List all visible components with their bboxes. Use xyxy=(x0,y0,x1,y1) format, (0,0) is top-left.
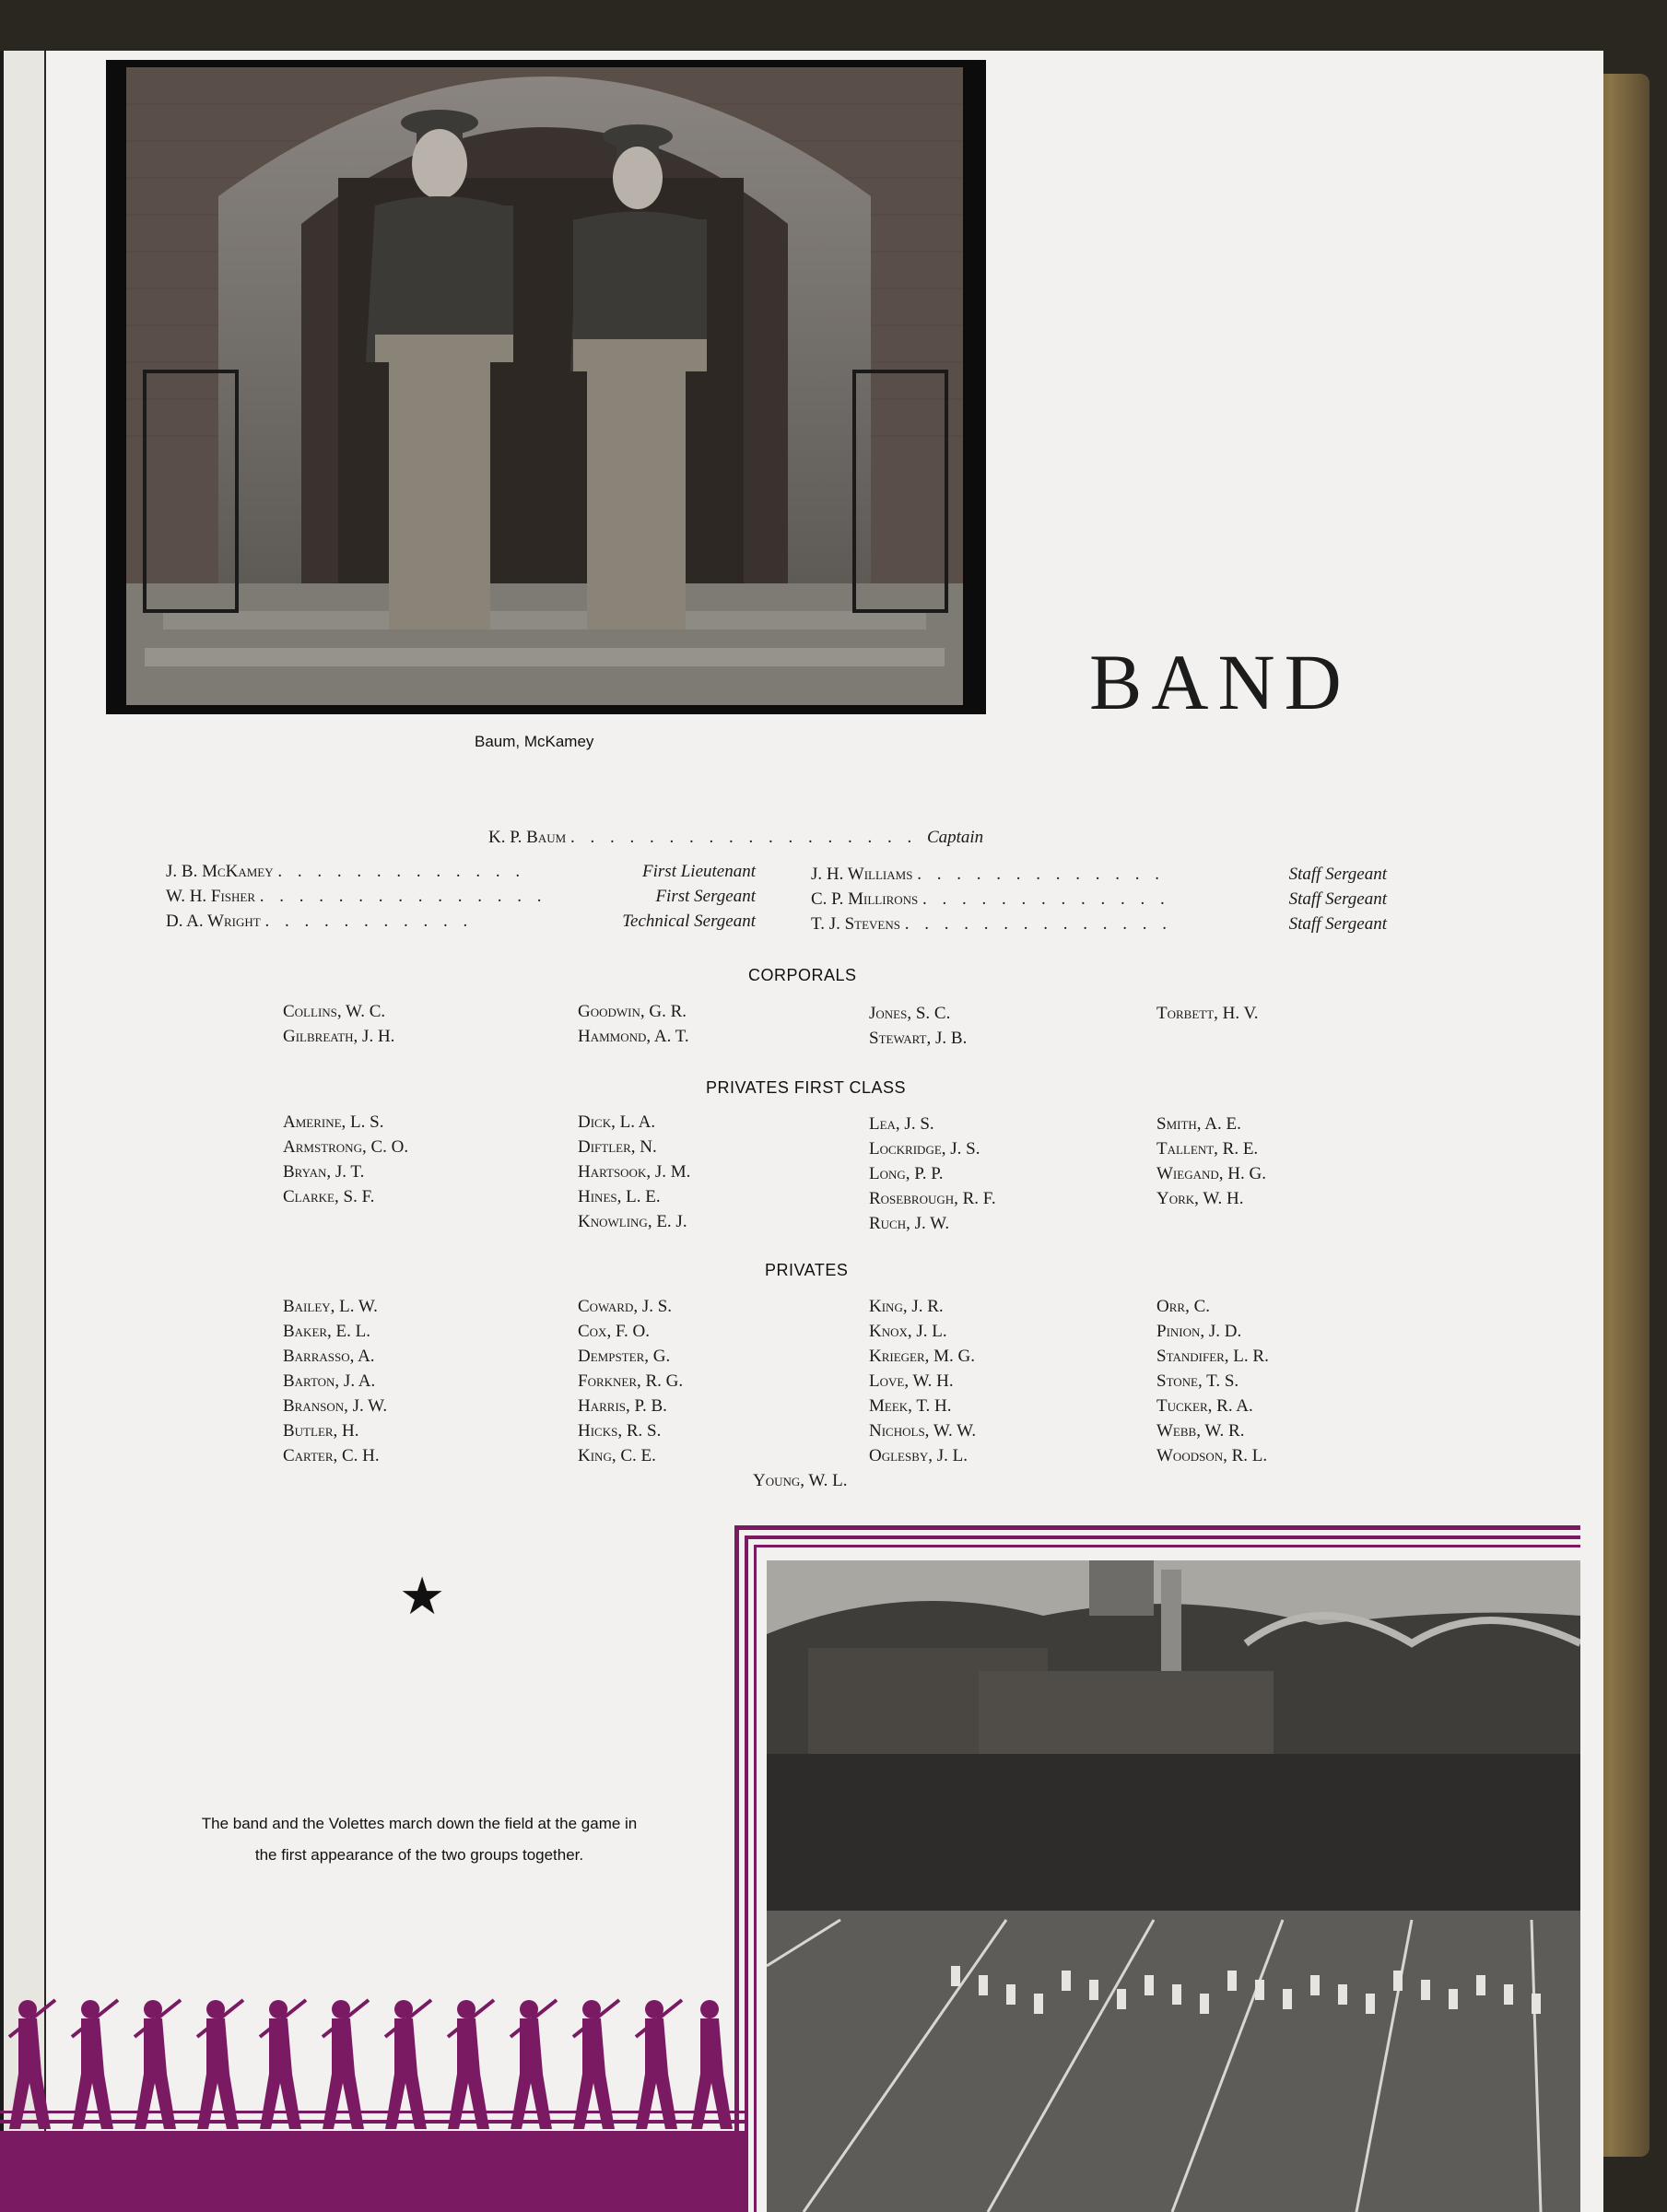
officer-line: T. J. Stevens . . . . . . . . . . . . . . Staff Sergeant xyxy=(811,914,1387,934)
officer-name: D. A. Wright xyxy=(166,912,261,931)
list-item: Knox, J. L. xyxy=(869,1322,947,1341)
officer-line: J. B. McKamey . . . . . . . . . . . . . First Lieutenant xyxy=(166,862,756,881)
list-item: Dempster, G. xyxy=(578,1347,671,1366)
left-page-edge xyxy=(0,51,44,2212)
captain-line: K. P. Baum . . . . . . . . . . . . . . . . . . Captain xyxy=(488,828,984,847)
officer-rank: Staff Sergeant xyxy=(1288,865,1387,884)
list-item: Lockridge, J. S. xyxy=(869,1139,980,1159)
list-item: Bailey, L. W. xyxy=(283,1297,378,1316)
list-item: Cox, F. O. xyxy=(578,1322,650,1341)
officer-line: J. H. Williams . . . . . . . . . . . . . Staff Sergeant xyxy=(811,865,1387,884)
list-item: Collins, W. C. xyxy=(283,1002,386,1021)
list-item: Orr, C. xyxy=(1156,1297,1210,1316)
list-item: Hines, L. E. xyxy=(578,1187,661,1206)
corporals-heading: CORPORALS xyxy=(748,966,857,984)
list-item: Woodson, R. L. xyxy=(1156,1446,1268,1465)
pfc-column xyxy=(578,1110,690,1234)
list-item: Carter, C. H. xyxy=(283,1446,380,1465)
list-item: Hicks, R. S. xyxy=(578,1421,662,1441)
officer-line: D. A. Wright . . . . . . . . . . . Technical Sergeant xyxy=(166,912,756,931)
pfc-column xyxy=(1156,1112,1266,1211)
marching-soldiers-border xyxy=(0,1991,737,2138)
list-item: Goodwin, G. R. xyxy=(578,1002,687,1021)
list-item: York, W. H. xyxy=(1156,1189,1244,1208)
officer-name: J. B. McKamey xyxy=(166,862,274,881)
list-item: Stewart, J. B. xyxy=(869,1029,968,1048)
list-item: Forkner, R. G. xyxy=(578,1371,684,1391)
officer-line: W. H. Fisher . . . . . . . . . . . . . . . First Sergeant xyxy=(166,887,756,906)
list-item: Tallent, R. E. xyxy=(1156,1139,1259,1159)
list-item: Tucker, R. A. xyxy=(1156,1396,1253,1416)
privates-column xyxy=(869,1294,976,1468)
list-item: Clarke, S. F. xyxy=(283,1187,375,1206)
list-item: Ruch, J. W. xyxy=(869,1214,950,1233)
list-item: Smith, A. E. xyxy=(1156,1114,1241,1134)
list-item: Wiegand, H. G. xyxy=(1156,1164,1266,1183)
photo-caption: Baum, McKamey xyxy=(475,733,594,750)
privates-column xyxy=(578,1294,683,1468)
list-item: Oglesby, J. L. xyxy=(869,1446,969,1465)
officer-rank: Technical Sergeant xyxy=(622,912,756,931)
list-item: Krieger, M. G. xyxy=(869,1347,976,1366)
list-item: Branson, J. W. xyxy=(283,1396,388,1416)
officer-rank: Captain xyxy=(926,828,984,847)
star-icon: ★ xyxy=(399,1569,446,1626)
list-item: Pinion, J. D. xyxy=(1156,1322,1242,1341)
list-item: Webb, W. R. xyxy=(1156,1421,1245,1441)
officer-rank: Staff Sergeant xyxy=(1288,889,1387,909)
officer-rank: First Sergeant xyxy=(655,887,756,906)
pfc-column xyxy=(869,1112,996,1236)
list-item: Barton, J. A. xyxy=(283,1371,376,1391)
officer-name: T. J. Stevens xyxy=(811,914,900,934)
band-photo-caption: The band and the Volettes march down the field at the game in the first appearance of the two groups together. xyxy=(201,1815,638,1864)
list-item: Armstrong, C. O. xyxy=(283,1137,409,1157)
list-item: Standifer, L. R. xyxy=(1156,1347,1269,1366)
pfc-column xyxy=(283,1110,408,1209)
list-item: Dick, L. A. xyxy=(578,1112,656,1132)
band-field-photo xyxy=(767,1560,1580,2212)
officer-name: K. P. Baum xyxy=(488,828,567,847)
list-item: King, J. R. xyxy=(869,1297,944,1316)
privates-last-line xyxy=(753,1468,847,1493)
list-item: Hammond, A. T. xyxy=(578,1027,689,1046)
list-item: Torbett, H. V. xyxy=(1156,1004,1259,1023)
corporals-column xyxy=(578,999,689,1049)
list-item: Long, P. P. xyxy=(869,1164,944,1183)
list-item: Amerine, L. S. xyxy=(283,1112,384,1132)
privates-column xyxy=(283,1294,387,1468)
officer-name: C. P. Millirons xyxy=(811,889,919,909)
officers-photo xyxy=(126,67,963,705)
list-item: Young, W. L. xyxy=(753,1471,848,1490)
pfc-heading: PRIVATES FIRST CLASS xyxy=(706,1078,907,1097)
privates-heading: PRIVATES xyxy=(765,1261,849,1279)
list-item: Baker, E. L. xyxy=(283,1322,371,1341)
list-item: Bryan, J. T. xyxy=(283,1162,365,1182)
officer-name: J. H. Williams xyxy=(811,865,913,884)
corporals-column xyxy=(283,999,394,1049)
list-item: Barrasso, A. xyxy=(283,1347,375,1366)
list-item: Diftler, N. xyxy=(578,1137,657,1157)
officer-rank: First Lieutenant xyxy=(642,862,756,881)
corporals-column xyxy=(869,1001,967,1051)
page-title: BAND xyxy=(1089,638,1351,726)
list-item: Butler, H. xyxy=(283,1421,359,1441)
officer-line: C. P. Millirons . . . . . . . . . . . . . Staff Sergeant xyxy=(811,889,1387,909)
list-item: Nichols, W. W. xyxy=(869,1421,977,1441)
list-item: Lea, J. S. xyxy=(869,1114,934,1134)
officers-photo-frame xyxy=(106,60,986,714)
list-item: Rosebrough, R. F. xyxy=(869,1189,996,1208)
officer-rank: Staff Sergeant xyxy=(1288,914,1387,934)
corporals-column xyxy=(1156,1001,1259,1026)
list-item: Harris, P. B. xyxy=(578,1396,667,1416)
list-item: Jones, S. C. xyxy=(869,1004,951,1023)
list-item: Love, W. H. xyxy=(869,1371,954,1391)
list-item: Hartsook, J. M. xyxy=(578,1162,691,1182)
list-item: Meek, T. H. xyxy=(869,1396,952,1416)
list-item: Coward, J. S. xyxy=(578,1297,673,1316)
list-item: Stone, T. S. xyxy=(1156,1371,1239,1391)
privates-column xyxy=(1156,1294,1269,1468)
magenta-base-band xyxy=(0,2131,748,2212)
officer-name: W. H. Fisher xyxy=(166,887,256,906)
list-item: King, C. E. xyxy=(578,1446,656,1465)
list-item: Gilbreath, J. H. xyxy=(283,1027,395,1046)
list-item: Knowling, E. J. xyxy=(578,1212,687,1231)
